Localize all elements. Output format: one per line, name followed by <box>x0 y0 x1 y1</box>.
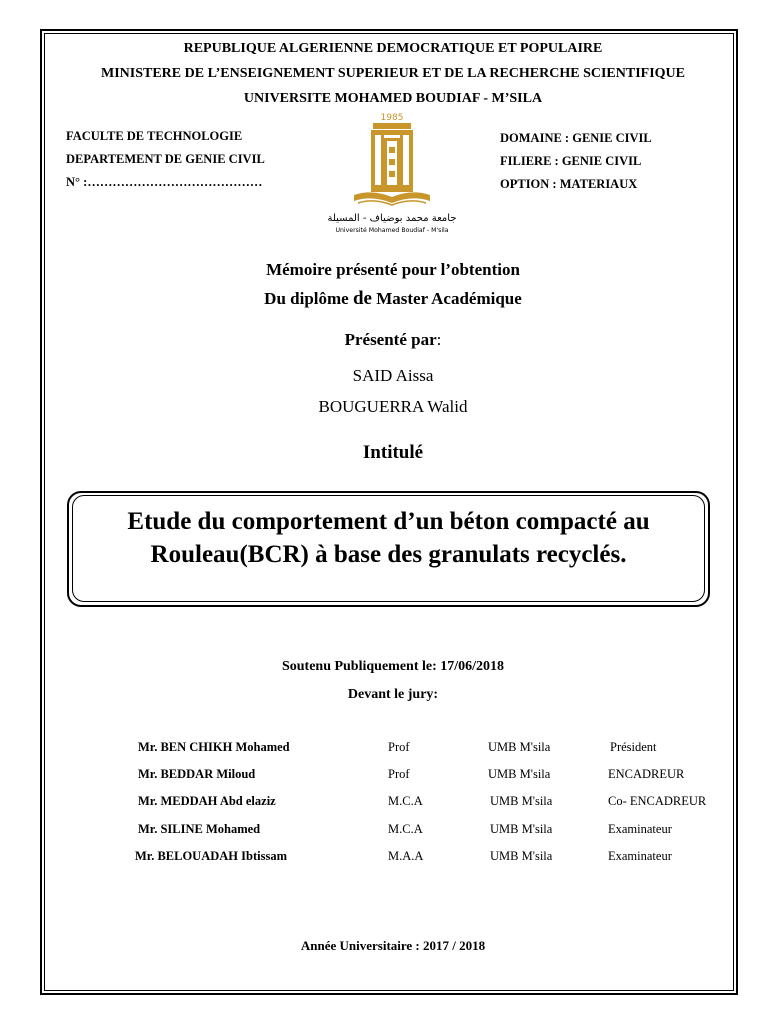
jury-row <box>0 767 768 787</box>
author-2: BOUGUERRA Walid <box>318 397 468 416</box>
jury-role: Examinateur <box>608 822 672 836</box>
jury-role: Examinateur <box>608 849 672 863</box>
university-logo <box>322 111 462 236</box>
jury-university: UMB M'sila <box>490 849 553 863</box>
jury-rank: M.C.A <box>388 822 423 836</box>
thesis-title <box>72 505 705 571</box>
logo-year: 1985 <box>380 113 404 123</box>
jury-name: Mr. SILINE Mohamed <box>138 822 261 836</box>
jury-name: Mr. BEN CHIKH Mohamed <box>138 740 290 754</box>
header-republic: REPUBLIQUE ALGERIENNE DEMOCRATIQUE ET POPULAIRE <box>183 41 603 56</box>
author-1: SAID Aissa <box>352 366 434 385</box>
thesis-title-line-2: Rouleau(BCR) à base des granulats recyclés. <box>150 541 627 568</box>
presented-by-colon: : <box>436 330 442 349</box>
intitule-heading: Intitulé <box>362 442 424 463</box>
document-number: N° :…………………………………… <box>66 175 263 189</box>
memoire-line-2 <box>0 288 768 310</box>
department-name: DEPARTEMENT DE GENIE CIVIL <box>66 152 265 166</box>
faculty-info <box>66 125 265 194</box>
program-info <box>500 127 652 196</box>
memoire-line-1: Mémoire présenté pour l’obtention <box>266 260 520 279</box>
memoire-master: Master Académique <box>371 289 522 308</box>
jury-row <box>0 822 768 842</box>
jury-name: Mr. MEDDAH Abd elaziz <box>138 794 276 808</box>
jury-role: Co- ENCADREUR <box>608 794 707 808</box>
academic-year: Année Universitaire : 2017 / 2018 <box>300 938 486 953</box>
memoire-diplome: Du diplôme <box>264 289 353 308</box>
jury-row <box>0 794 768 814</box>
jury-rank: Prof <box>388 740 410 754</box>
faculty-name: FACULTE DE TECHNOLOGIE <box>66 129 243 143</box>
defense-date: Soutenu Publiquement le: 17/06/2018 <box>281 659 505 674</box>
jury-name: Mr. BEDDAR Miloud <box>138 767 256 781</box>
header-university: UNIVERSITE MOHAMED BOUDIAF - M’SILA <box>243 91 543 106</box>
jury-university: UMB M'sila <box>488 767 551 781</box>
header-ministry: MINISTERE DE L’ENSEIGNEMENT SUPERIEUR ET DE LA RECHERCHE SCIENTIFIQUE <box>100 66 685 81</box>
domain-label: DOMAINE : GENIE CIVIL <box>500 131 652 145</box>
presented-by-label: Présenté par <box>344 330 437 349</box>
jury-university: UMB M'sila <box>488 740 551 754</box>
jury-name: Mr. BELOUADAH Ibtissam <box>135 849 287 863</box>
jury-university: UMB M'sila <box>490 822 553 836</box>
jury-row <box>0 849 768 869</box>
logo-latin-name: Université Mohamed Boudiaf - M'sila <box>335 227 449 234</box>
jury-role: Président <box>610 740 657 754</box>
jury-role: ENCADREUR <box>608 767 685 781</box>
presented-by <box>0 330 768 350</box>
jury-row <box>0 740 768 760</box>
jury-rank: M.C.A <box>388 794 423 808</box>
jury-rank: Prof <box>388 767 410 781</box>
jury-rank: M.A.A <box>388 849 424 863</box>
option-label: OPTION : MATERIAUX <box>500 177 638 191</box>
jury-heading: Devant le jury: <box>347 687 439 702</box>
logo-arabic-name: جامعة محمد بوضياف - المسيلة <box>327 213 457 224</box>
thesis-title-line-1: Etude du comportement d’un béton compacté au <box>127 508 650 535</box>
jury-university: UMB M'sila <box>490 794 553 808</box>
filiere-label: FILIERE : GENIE CIVIL <box>500 154 642 168</box>
memoire-de: de <box>352 288 372 309</box>
